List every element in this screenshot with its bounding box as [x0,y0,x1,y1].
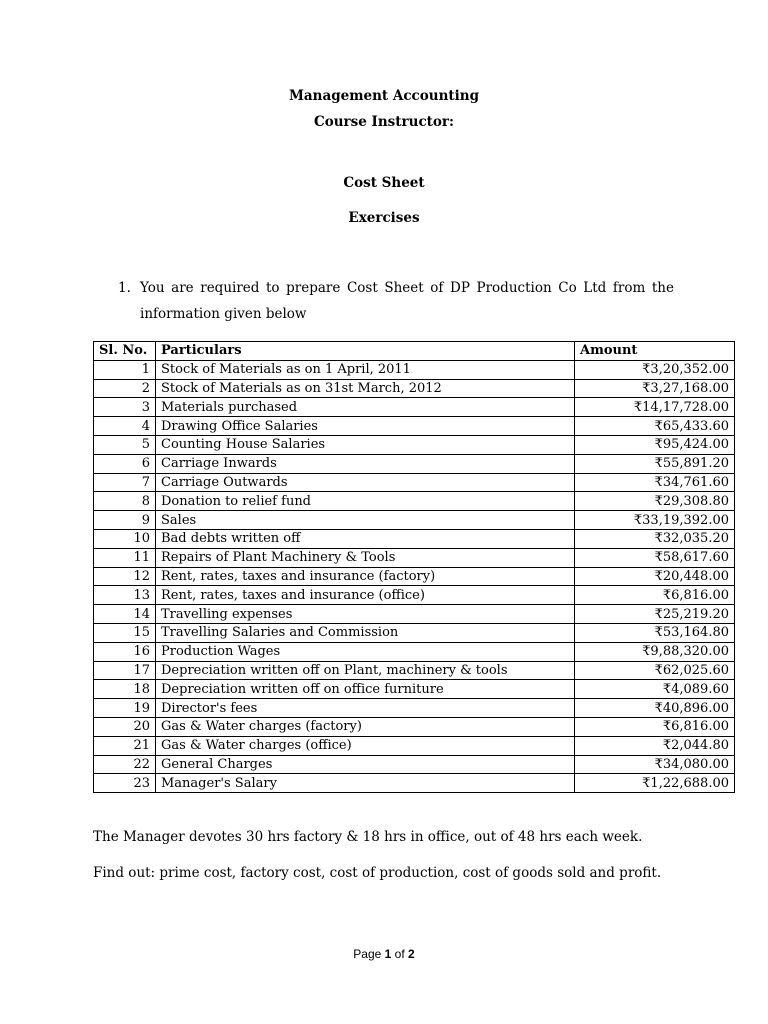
cell-amount: ₹40,896.00 [575,699,735,718]
table-row [94,360,735,379]
cell-particular: Repairs of Plant Machinery & Tools [156,548,575,567]
cell-particular: Donation to relief fund [156,492,575,511]
cell-amount: ₹55,891.20 [575,454,735,473]
table-row [94,567,735,586]
cell-amount: ₹3,27,168.00 [575,379,735,398]
table-row [94,379,735,398]
table-row [94,586,735,605]
cell-particular: Carriage Inwards [156,454,575,473]
manager-time-note: The Manager devotes 30 hrs factory & 18 hrs in office, out of 48 hrs each week. [93,829,643,845]
table-row [94,699,735,718]
cell-particular: Materials purchased [156,398,575,417]
cell-particular: Gas & Water charges (office) [156,736,575,755]
of-word: of [394,947,405,961]
question-line-1 [118,280,674,296]
cell-particular: Carriage Outwards [156,473,575,492]
column-header-sl-no: Sl. No. [94,342,156,361]
column-header-particulars: Particulars [156,342,575,361]
cell-amount: ₹33,19,392.00 [575,511,735,530]
cell-particular: Depreciation written off on office furniture [156,680,575,699]
table-row [94,492,735,511]
table-row [94,435,735,454]
cell-amount: ₹20,448.00 [575,567,735,586]
cell-particular: Stock of Materials as on 1 April, 2011 [156,360,575,379]
table-row [94,417,735,436]
cell-particular: Depreciation written off on Plant, machinery & tools [156,661,575,680]
cell-particular: Gas & Water charges (factory) [156,717,575,736]
cell-amount: ₹34,761.60 [575,473,735,492]
cell-sl-no: 3 [94,398,156,417]
cell-sl-no: 2 [94,379,156,398]
cost-data-table [93,341,735,793]
table-row [94,529,735,548]
cell-particular: Travelling Salaries and Commission [156,623,575,642]
cell-sl-no: 4 [94,417,156,436]
cell-amount: ₹95,424.00 [575,435,735,454]
cell-sl-no: 11 [94,548,156,567]
cell-sl-no: 1 [94,360,156,379]
cell-sl-no: 22 [94,755,156,774]
cell-amount: ₹58,617.60 [575,548,735,567]
cell-particular: Drawing Office Salaries [156,417,575,436]
table-row [94,605,735,624]
cell-amount: ₹14,17,728.00 [575,398,735,417]
cell-amount: ₹34,080.00 [575,755,735,774]
table-row [94,736,735,755]
table-row [94,755,735,774]
total-pages-number: 2 [408,947,415,961]
cell-amount: ₹25,219.20 [575,605,735,624]
table-row [94,398,735,417]
table-row [94,661,735,680]
cell-amount: ₹6,816.00 [575,717,735,736]
cell-amount: ₹2,044.80 [575,736,735,755]
cell-sl-no: 5 [94,435,156,454]
cell-particular: Counting House Salaries [156,435,575,454]
table-row [94,717,735,736]
cell-sl-no: 17 [94,661,156,680]
cell-amount: ₹4,089.60 [575,680,735,699]
table-body [94,360,735,792]
cell-sl-no: 19 [94,699,156,718]
topic-heading: Cost Sheet [343,175,425,191]
cell-particular: Bad debts written off [156,529,575,548]
cell-amount: ₹65,433.60 [575,417,735,436]
cell-amount: ₹53,164.80 [575,623,735,642]
cell-sl-no: 12 [94,567,156,586]
cell-amount: ₹3,20,352.00 [575,360,735,379]
cell-particular: Manager's Salary [156,774,575,793]
cell-amount: ₹32,035.20 [575,529,735,548]
cell-amount: ₹29,308.80 [575,492,735,511]
table-row [94,473,735,492]
section-heading: Exercises [348,210,420,226]
column-header-amount: Amount [575,342,735,361]
find-out-instruction: Find out: prime cost, factory cost, cost of production, cost of goods sold and profit. [93,865,662,881]
question-text-1: You are required to prepare Cost Sheet of DP Production Co Ltd from the [140,280,674,296]
cell-amount: ₹1,22,688.00 [575,774,735,793]
cell-sl-no: 16 [94,642,156,661]
cell-sl-no: 23 [94,774,156,793]
page-footer [0,947,768,961]
cell-particular: Rent, rates, taxes and insurance (office) [156,586,575,605]
cell-particular: Production Wages [156,642,575,661]
cell-particular: Stock of Materials as on 31st March, 2012 [156,379,575,398]
cell-particular: Rent, rates, taxes and insurance (factory) [156,567,575,586]
cell-sl-no: 15 [94,623,156,642]
course-instructor-label: Course Instructor: [313,114,455,130]
question-text-2: information given below [140,306,307,322]
table-row [94,642,735,661]
cell-sl-no: 20 [94,717,156,736]
cell-sl-no: 13 [94,586,156,605]
question-number: 1. [118,280,131,296]
cell-sl-no: 21 [94,736,156,755]
cell-sl-no: 10 [94,529,156,548]
document-title: Management Accounting [288,88,480,104]
cell-amount: ₹9,88,320.00 [575,642,735,661]
table-row [94,623,735,642]
table-row [94,680,735,699]
table-header-row [94,342,735,361]
cell-particular: Director's fees [156,699,575,718]
cell-sl-no: 9 [94,511,156,530]
current-page-number: 1 [384,947,392,961]
cell-particular: Travelling expenses [156,605,575,624]
table-row [94,548,735,567]
cell-sl-no: 6 [94,454,156,473]
cell-amount: ₹6,816.00 [575,586,735,605]
table-row [94,511,735,530]
table-row [94,774,735,793]
cell-sl-no: 8 [94,492,156,511]
cell-amount: ₹62,025.60 [575,661,735,680]
table-row [94,454,735,473]
cell-sl-no: 18 [94,680,156,699]
cell-particular: Sales [156,511,575,530]
cell-sl-no: 7 [94,473,156,492]
page-word: Page [353,947,382,961]
cell-particular: General Charges [156,755,575,774]
cell-sl-no: 14 [94,605,156,624]
